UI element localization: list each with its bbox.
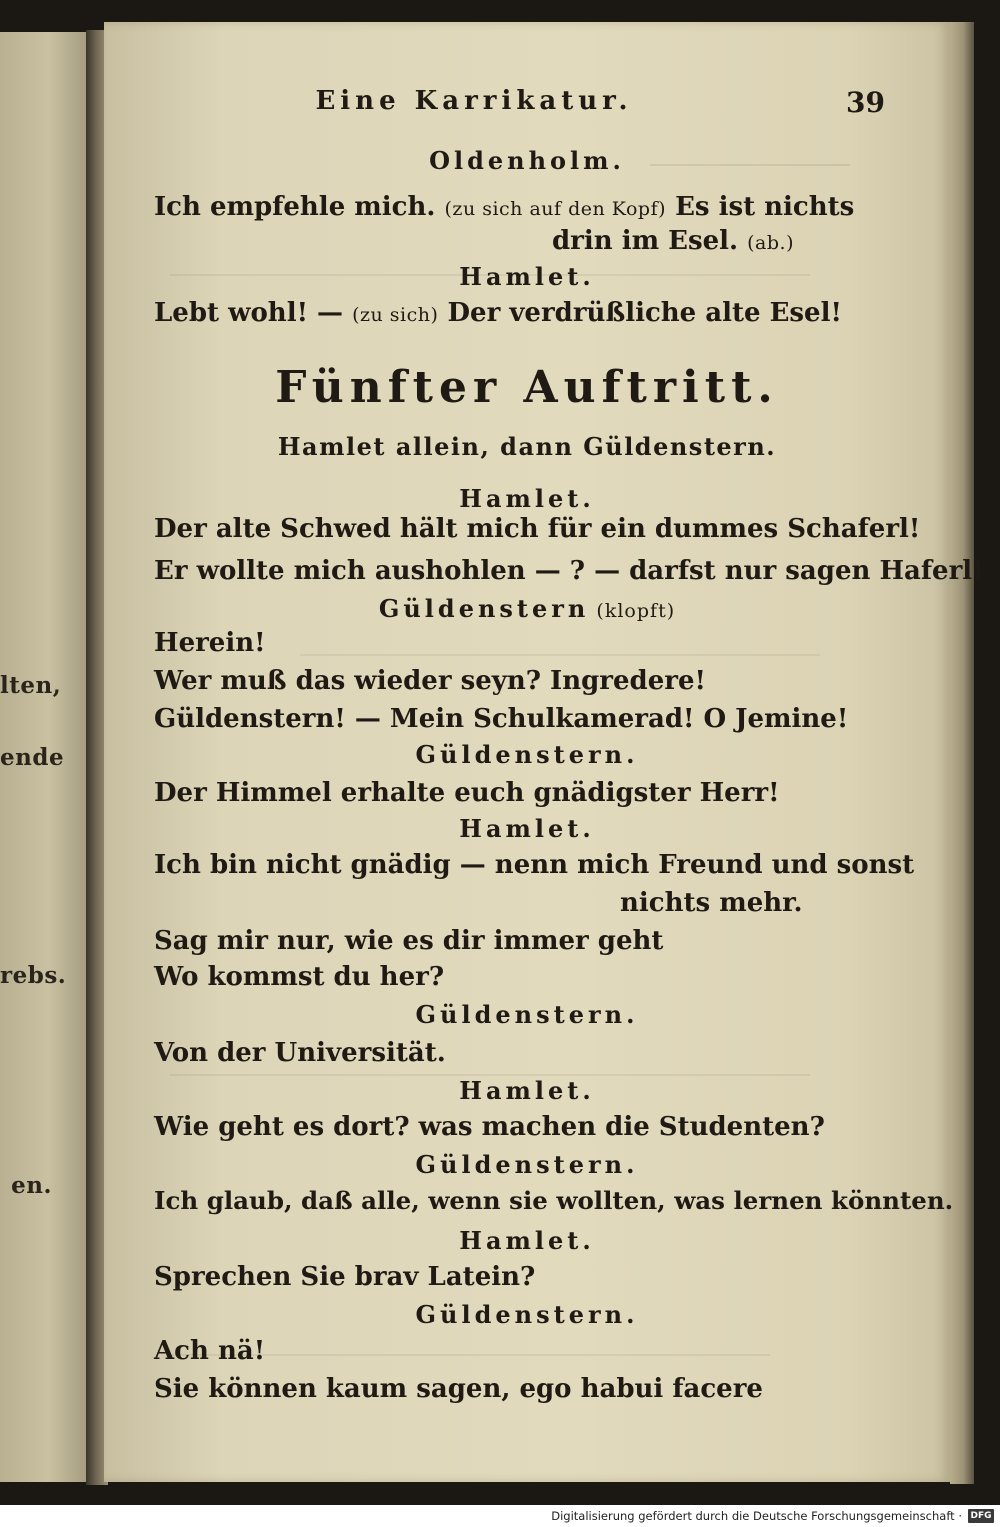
scene-persons: Hamlet allein, dann Güldenstern.: [277, 432, 777, 461]
page-number: 39: [846, 86, 885, 119]
verse-line-continuation: [552, 226, 794, 256]
speaker-name: Hamlet.: [459, 814, 595, 843]
speaker-label: Güldenstern: [378, 594, 590, 623]
line-text: drin im Esel.: [552, 226, 748, 256]
show-through-mark: [300, 640, 820, 656]
page-edge-shadow: [950, 22, 974, 1484]
line-text: Ich empfehle mich.: [154, 192, 445, 222]
speaker-name: Güldenstern.: [415, 740, 639, 769]
verse-line: [154, 298, 842, 328]
dfg-logo-icon: DFG: [968, 1509, 994, 1523]
verse-line: Sag mir nur, wie es dir immer geht: [154, 926, 664, 956]
stage-direction: (klopft): [589, 600, 676, 622]
verse-line: Güldenstern! — Mein Schulkamerad! O Jemine!: [154, 704, 849, 734]
speaker-name: Güldenstern.: [415, 1000, 639, 1029]
verse-line: Ich glaub, daß alle, wenn sie wollten, was lernen könnten.: [154, 1186, 954, 1215]
left-page-fragment: en.: [11, 1172, 52, 1199]
left-page-fragment: rebs.: [0, 962, 67, 989]
left-page-edge: [0, 32, 88, 1482]
verse-line: Sie können kaum sagen, ego habui facere: [154, 1374, 763, 1404]
left-page-fragment: ende: [0, 744, 65, 771]
scene-title: Fünfter Auftritt.: [275, 362, 779, 413]
speaker-name: Hamlet.: [459, 1076, 595, 1105]
verse-line: Wie geht es dort? was machen die Studenten?: [154, 1112, 825, 1142]
speaker-name: Güldenstern.: [415, 1300, 639, 1329]
verse-line: Von der Universität.: [154, 1038, 446, 1068]
left-page-fragment: lten,: [0, 672, 62, 699]
line-text: Lebt wohl! —: [154, 298, 353, 328]
line-text: Der verdrüßliche alte Esel!: [438, 298, 842, 328]
line-text: Es ist nichts: [666, 192, 855, 222]
speaker-name: Hamlet.: [459, 262, 595, 291]
verse-line: Er wollte mich aushohlen — ? — darfst nur sagen Haferl!: [154, 556, 984, 586]
footer-bar: [0, 1505, 1000, 1527]
funding-notice: Digitalisierung gefördert durch die Deutsche Forschungsgemeinschaft ·: [551, 1509, 962, 1523]
verse-line: Ach nä!: [154, 1336, 266, 1366]
stage-direction: (zu sich): [352, 304, 439, 326]
verse-line: Sprechen Sie brav Latein?: [154, 1262, 536, 1292]
speaker-name: Hamlet.: [459, 484, 595, 513]
verse-line-continuation: nichts mehr.: [620, 888, 803, 918]
stage-direction: (zu sich auf den Kopf): [444, 198, 667, 220]
speaker-name: Hamlet.: [459, 1226, 595, 1255]
verse-line: Der alte Schwed hält mich für ein dummes Schaferl!: [154, 514, 921, 544]
verse-line: Ich bin nicht gnädig — nenn mich Freund und sonst: [154, 850, 915, 880]
verse-line: [154, 192, 854, 222]
verse-line: Wer muß das wieder seyn? Ingredere!: [154, 666, 706, 696]
verse-line: Wo kommst du her?: [154, 962, 445, 992]
stage-direction: (ab.): [747, 232, 794, 254]
running-head: Eine Karrikatur.: [315, 86, 633, 116]
speaker-name: Oldenholm.: [429, 146, 625, 175]
verse-line: Herein!: [154, 628, 266, 658]
speaker-name: Güldenstern.: [415, 1150, 639, 1179]
speaker-name: [104, 594, 950, 623]
verse-line: Der Himmel erhalte euch gnädigster Herr!: [154, 778, 780, 808]
